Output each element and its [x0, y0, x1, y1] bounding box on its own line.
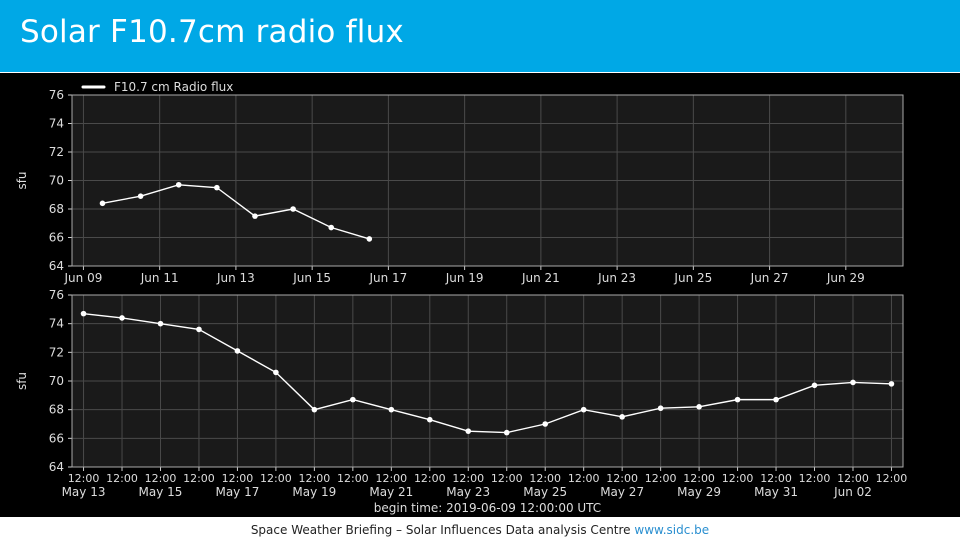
- slide-title: Solar F10.7cm radio flux: [20, 14, 404, 50]
- data-point: [581, 407, 587, 413]
- x-tick-time: 12:00: [721, 472, 754, 485]
- x-tick-date: May 27: [600, 485, 645, 499]
- y-tick-label: 76: [48, 88, 64, 102]
- y-tick-label: 72: [48, 345, 64, 360]
- data-point: [158, 321, 164, 327]
- x-tick-time: 12:00: [144, 472, 177, 485]
- x-tick-time: 12:00: [875, 472, 908, 485]
- data-point: [214, 185, 220, 191]
- y-tick-label: 74: [48, 316, 64, 331]
- x-tick-time: 12:00: [67, 472, 100, 485]
- y-tick-label: 66: [48, 431, 64, 446]
- x-axis-label: begin time: 2019-06-09 12:00:00 UTC: [373, 501, 602, 515]
- x-tick-label: Jun 15: [293, 271, 332, 285]
- x-tick-label: Jun 09: [64, 271, 103, 285]
- x-tick-time: 12:00: [106, 472, 138, 485]
- x-tick-label: Jun 23: [598, 271, 637, 285]
- data-point: [735, 397, 741, 403]
- data-point: [350, 397, 356, 403]
- x-tick-time: 12:00: [567, 472, 600, 485]
- x-tick-label: Jun 11: [140, 271, 179, 285]
- y-tick-label: 74: [48, 116, 64, 131]
- y-tick-label: 72: [48, 145, 64, 159]
- x-tick-label: Jun 19: [445, 271, 484, 285]
- x-tick-time: 12:00: [644, 472, 677, 485]
- x-tick-time: 12:00: [336, 472, 369, 485]
- data-point: [235, 348, 241, 354]
- data-point: [252, 213, 258, 219]
- y-tick-label: 64: [48, 460, 64, 474]
- x-tick-date: May 19: [292, 485, 337, 499]
- x-tick-label: Jun 25: [674, 271, 713, 285]
- y-tick-label: 68: [48, 402, 64, 417]
- flux-charts: [0, 73, 960, 517]
- y-tick-label: 64: [48, 259, 64, 273]
- data-point: [542, 421, 548, 427]
- x-tick-date: Jun 02: [834, 485, 872, 499]
- x-tick-time: 12:00: [260, 472, 292, 485]
- x-tick-date: May 13: [61, 485, 106, 499]
- data-point: [119, 315, 125, 321]
- title-bar: [0, 0, 960, 72]
- data-point: [176, 182, 182, 188]
- data-point: [696, 404, 702, 410]
- x-tick-time: 12:00: [298, 472, 331, 485]
- x-tick-time: 12:00: [375, 472, 408, 485]
- data-point: [196, 327, 202, 333]
- data-point: [658, 405, 664, 411]
- x-tick-time: 12:00: [798, 472, 831, 485]
- x-tick-time: 12:00: [529, 472, 562, 485]
- data-point: [504, 430, 510, 436]
- x-tick-time: 12:00: [683, 472, 715, 485]
- y-tick-label: 70: [48, 173, 64, 188]
- chart-area: [0, 73, 960, 517]
- x-tick-label: Jun 21: [521, 271, 560, 285]
- footer-text: Space Weather Briefing – Solar Influences Data analysis Centre: [250, 523, 631, 537]
- x-tick-date: May 15: [138, 485, 183, 499]
- x-tick-date: May 21: [369, 485, 414, 499]
- y-tick-label: 70: [48, 374, 64, 388]
- x-tick-date: May 25: [523, 485, 568, 499]
- y-tick-label: 68: [48, 202, 64, 216]
- footer: [0, 520, 960, 540]
- data-point: [850, 380, 856, 386]
- x-tick-date: May 23: [446, 485, 491, 499]
- x-tick-time: 12:00: [490, 472, 523, 485]
- x-tick-time: 12:00: [221, 472, 254, 485]
- data-point: [138, 193, 144, 199]
- data-point: [312, 407, 318, 413]
- x-tick-label: Jun 17: [369, 271, 408, 285]
- data-point: [427, 417, 433, 423]
- data-point: [773, 397, 779, 403]
- x-tick-label: Jun 13: [216, 271, 255, 285]
- y-axis-label: sfu: [15, 171, 29, 190]
- data-point: [812, 383, 818, 389]
- y-tick-label: 76: [48, 288, 64, 302]
- x-tick-time: 12:00: [837, 472, 869, 485]
- legend-label: F10.7 cm Radio flux: [114, 80, 234, 94]
- x-tick-date: May 29: [677, 485, 722, 499]
- x-tick-time: 12:00: [606, 472, 639, 485]
- x-tick-label: Jun 29: [826, 271, 865, 285]
- x-tick-date: May 17: [215, 485, 260, 499]
- data-point: [100, 201, 106, 207]
- data-point: [367, 236, 373, 242]
- data-point: [328, 225, 334, 231]
- x-tick-time: 12:00: [413, 472, 446, 485]
- y-tick-label: 66: [48, 230, 64, 245]
- x-tick-label: Jun 27: [750, 271, 789, 285]
- data-point: [465, 428, 471, 434]
- x-tick-time: 12:00: [183, 472, 215, 485]
- data-point: [81, 311, 87, 317]
- footer-link[interactable]: www.sidc.be: [634, 523, 710, 537]
- data-point: [273, 370, 279, 376]
- x-tick-time: 12:00: [760, 472, 792, 485]
- data-point: [290, 206, 296, 212]
- data-point: [889, 381, 895, 387]
- y-axis-label: sfu: [15, 371, 29, 391]
- x-tick-time: 12:00: [452, 472, 485, 485]
- data-point: [619, 414, 625, 420]
- x-tick-date: May 31: [754, 485, 798, 499]
- data-point: [389, 407, 395, 413]
